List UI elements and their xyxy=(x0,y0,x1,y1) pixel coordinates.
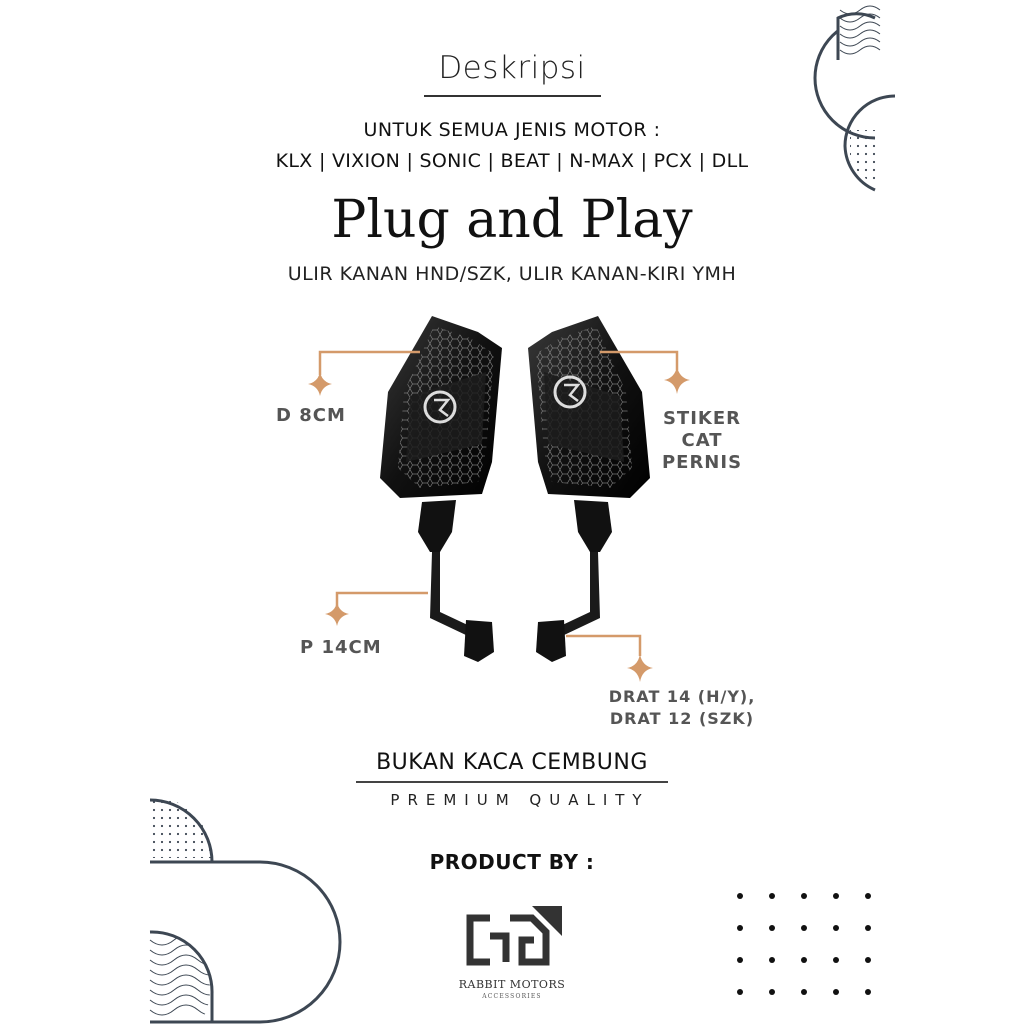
premium-quality-label: PREMIUM QUALITY xyxy=(390,791,650,809)
brand-name: RABBIT MOTORS xyxy=(458,978,566,991)
brand-subtitle: ACCESSORIES xyxy=(482,993,542,1000)
product-by-label: PRODUCT BY : xyxy=(429,850,595,874)
spec-thread-line1: DRAT 14 (H/Y), xyxy=(608,687,756,706)
headline: Plug and Play xyxy=(331,190,693,250)
rabbit-motors-logo-icon xyxy=(462,906,562,976)
spec-sticker xyxy=(640,408,764,474)
spec-length: P 14CM xyxy=(300,637,382,658)
compatibility-models: KLX | VIXION | SONIC | BEAT | N-MAX | PCX | DLL xyxy=(275,150,749,172)
not-convex-label: BUKAN KACA CEMBUNG xyxy=(376,750,648,775)
divider xyxy=(356,781,668,783)
compatibility-heading: UNTUK SEMUA JENIS MOTOR : xyxy=(363,119,661,141)
sparkle-icon xyxy=(308,372,332,396)
thread-note: ULIR KANAN HND/SZK, ULIR KANAN-KIRI YMH xyxy=(287,263,737,285)
spec-thread xyxy=(606,686,758,730)
page-title: Deskripsi xyxy=(438,50,586,86)
spec-thread-line2: DRAT 12 (SZK) xyxy=(609,709,755,728)
spec-sticker-line2: PERNIS xyxy=(661,452,743,473)
sparkle-icon xyxy=(664,366,690,394)
sparkle-icon xyxy=(325,602,349,626)
spec-diameter: D 8CM xyxy=(276,405,346,426)
sparkle-icon xyxy=(627,654,653,682)
spec-sticker-line1: STIKER CAT xyxy=(662,408,742,451)
